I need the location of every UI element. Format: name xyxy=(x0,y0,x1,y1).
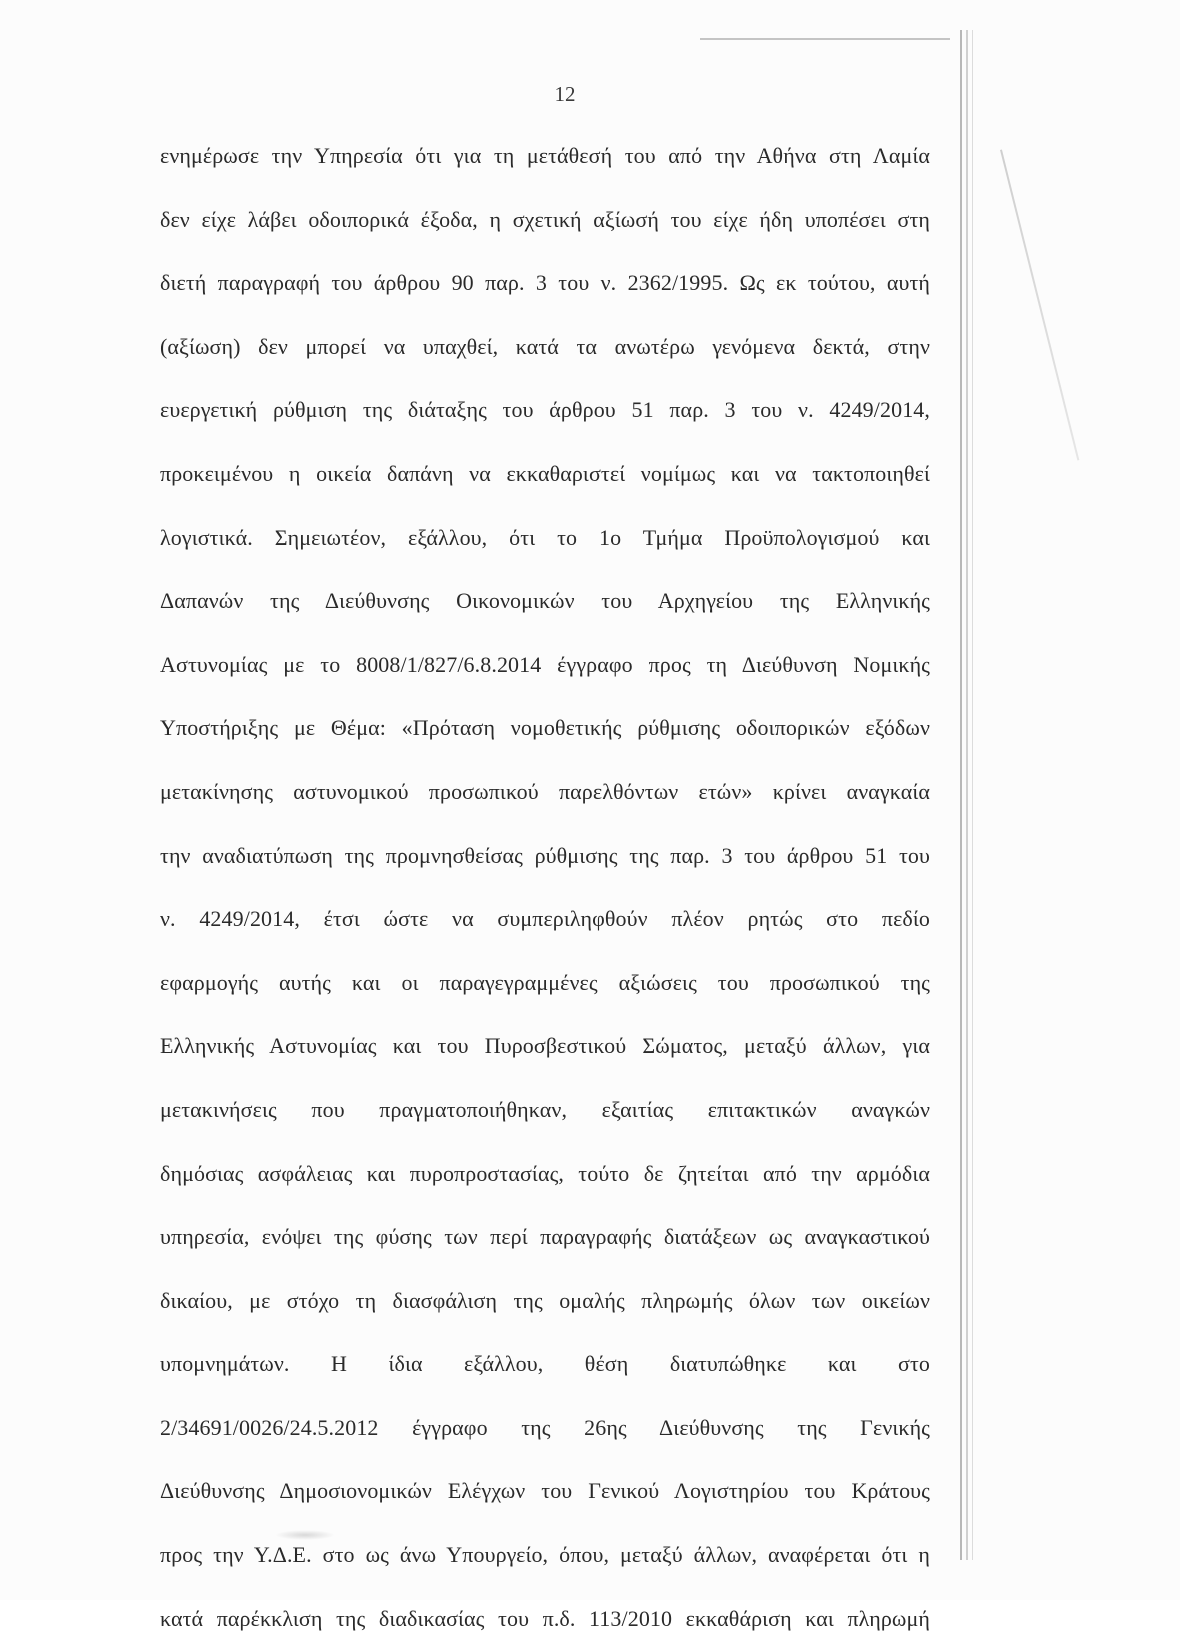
text-line: Αστυνομίας με το 8008/1/827/6.8.2014 έγγραφο προς τη Διεύθυνση Νομικής xyxy=(160,651,930,677)
page-number: 12 xyxy=(554,82,576,106)
text-line: μετακινήσεις που πραγματοποιήθηκαν, εξαιτίας επιτακτικών αναγκών xyxy=(160,1096,930,1122)
text-line: προς την Υ.Δ.Ε. στο ως άνω Υπουργείο, όπου, μεταξύ άλλων, αναφέρεται ότι η xyxy=(160,1542,930,1568)
text-line: την αναδιατύπωση της προμνησθείσας ρύθμισης της παρ. 3 του άρθρου 51 του xyxy=(160,842,930,868)
text-line: διετή παραγραφή του άρθρου 90 παρ. 3 του ν. 2362/1995. Ως εκ τούτου, αυτή xyxy=(160,270,930,296)
text-line: Διεύθυνσης Δημοσιονομικών Ελέγχων του Γενικού Λογιστηρίου του Κράτους xyxy=(160,1478,930,1504)
text-line: εφαρμογής αυτής και οι παραγεγραμμένες αξιώσεις του προσωπικού της xyxy=(160,969,930,995)
text-line: δικαίου, με στόχο τη διασφάλιση της ομαλής πληρωμής όλων των οικείων xyxy=(160,1287,930,1313)
scan-streak xyxy=(1000,150,1079,461)
text-line: υπομνημάτων. Η ίδια εξάλλου, θέση διατυπώθηκε και στο xyxy=(160,1351,930,1377)
body-text xyxy=(160,124,930,1650)
text-line: 2/34691/0026/24.5.2012 έγγραφο της 26ης Διεύθυνσης της Γενικής xyxy=(160,1414,930,1440)
text-line: Δαπανών της Διεύθυνσης Οικονομικών του Αρχηγείου της Ελληνικής xyxy=(160,588,930,614)
scan-edge-line xyxy=(972,30,973,1560)
text-line: δημόσιας ασφάλειας και πυροπροστασίας, τούτο δε ζητείται από την αρμόδια xyxy=(160,1160,930,1186)
text-line: δεν είχε λάβει οδοιπορικά έξοδα, η σχετική αξίωσή του είχε ήδη υποπέσει στη xyxy=(160,206,930,232)
text-line: ενημέρωσε την Υπηρεσία ότι για τη μετάθεσή του από την Αθήνα στη Λαμία xyxy=(160,143,930,168)
scan-edge-line xyxy=(960,30,962,1560)
text-line: ευεργετική ρύθμιση της διάταξης του άρθρου 51 παρ. 3 του ν. 4249/2014, xyxy=(160,397,930,423)
text-line: μετακίνησης αστυνομικού προσωπικού παρελθόντων ετών» κρίνει αναγκαία xyxy=(160,778,930,804)
text-line: υπηρεσία, ενόψει της φύσης των περί παραγραφής διατάξεων ως αναγκαστικού xyxy=(160,1224,930,1250)
text-line: Υποστήριξης με Θέμα: «Πρόταση νομοθετικής ρύθμισης οδοιπορικών εξόδων xyxy=(160,715,930,741)
text-line: ν. 4249/2014, έτσι ώστε να συμπεριληφθούν πλέον ρητώς στο πεδίο xyxy=(160,906,930,932)
scan-edge-line xyxy=(966,30,968,1560)
text-line: προκειμένου η οικεία δαπάνη να εκκαθαριστεί νομίμως και να τακτοποιηθεί xyxy=(160,460,930,486)
text-line: Ελληνικής Αστυνομίας και του Πυροσβεστικού Σώματος, μεταξύ άλλων, για xyxy=(160,1033,930,1059)
text-line: λογιστικά. Σημειωτέον, εξάλλου, ότι το 1ο Τμήμα Προϋπολογισμού και xyxy=(160,524,930,550)
scan-top-rule xyxy=(700,38,950,40)
text-line: (αξίωση) δεν μπορεί να υπαχθεί, κατά τα ανωτέρω γενόμενα δεκτά, στην xyxy=(160,333,930,359)
text-line: κατά παρέκκλιση της διαδικασίας του π.δ. 113/2010 εκκαθάριση και πληρωμή xyxy=(160,1605,930,1631)
